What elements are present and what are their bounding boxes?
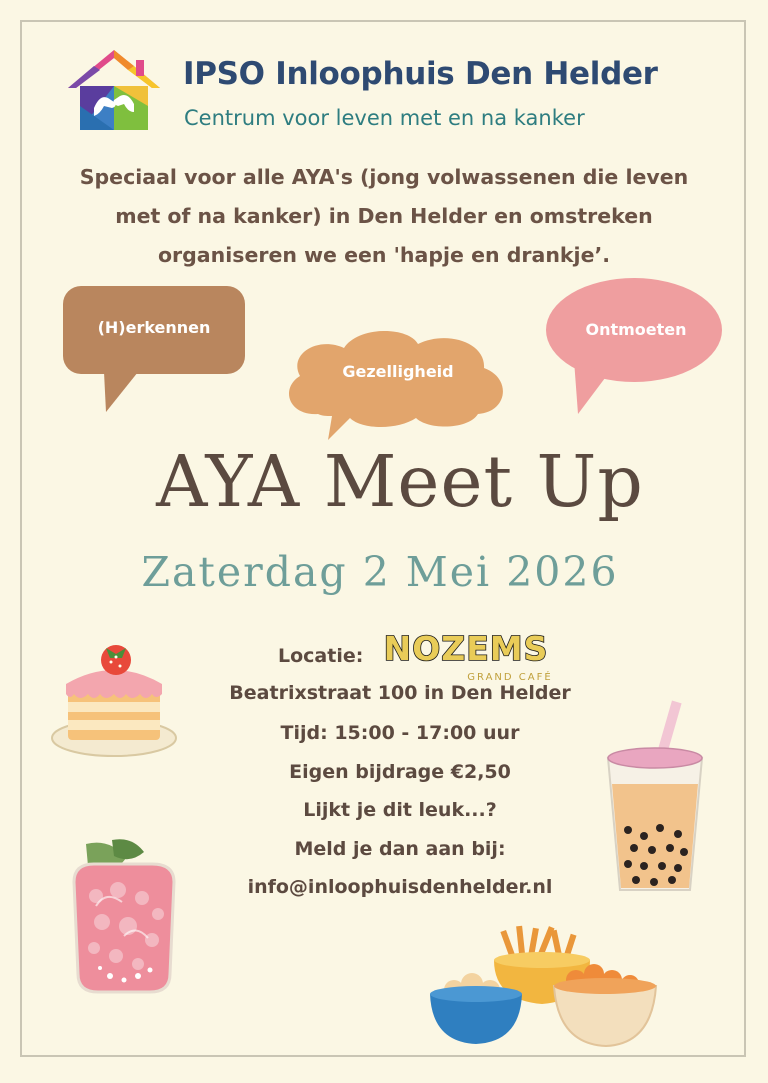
speech-bubble-middle-icon	[278, 326, 514, 442]
org-subtitle: Centrum voor leven met en na kanker	[184, 106, 585, 130]
org-name: IPSO Inloophuis Den Helder	[183, 56, 658, 92]
nozems-logo-sub: GRAND CAFÉ	[467, 672, 553, 683]
intro-line-1: Speciaal voor alle AYA's (jong volwassenen die leven	[79, 165, 689, 189]
time-text: Tijd: 15:00 - 17:00 uur	[280, 722, 520, 744]
pink-drink-icon	[66, 836, 186, 996]
bubble-right-label: Ontmoeten	[585, 320, 687, 339]
location-label: Locatie:	[278, 645, 364, 667]
bubble-left-label: (H)erkennen	[97, 318, 211, 337]
nozems-logo-main: NOZEMS	[383, 629, 549, 668]
question-text: Lijkt je dit leuk...?	[303, 799, 497, 821]
contribution-text: Eigen bijdrage €2,50	[289, 761, 511, 783]
nozems-logo	[376, 628, 556, 684]
bubble-tea-icon	[600, 700, 710, 896]
intro-line-2: met of na kanker) in Den Helder en omstreken	[115, 204, 653, 228]
signup-text: Meld je dan aan bij:	[294, 838, 506, 860]
snack-bowls-icon	[426, 924, 666, 1052]
intro-text	[60, 158, 708, 275]
address-text: Beatrixstraat 100 in Den Helder	[229, 682, 571, 704]
email-link[interactable]: info@inloophuisdenhelder.nl	[247, 876, 553, 898]
event-date: Zaterdag 2 Mei 2026	[141, 548, 619, 596]
house-hands-logo-icon	[64, 46, 164, 134]
intro-line-3: organiseren we een 'hapje en drankje’.	[157, 243, 611, 267]
speech-bubble-left-icon	[60, 286, 250, 416]
event-title: AYA Meet Up	[156, 440, 644, 523]
speech-bubble-right-icon	[544, 276, 726, 416]
bubble-middle-label: Gezelligheid	[342, 362, 454, 381]
cake-icon	[50, 640, 180, 760]
